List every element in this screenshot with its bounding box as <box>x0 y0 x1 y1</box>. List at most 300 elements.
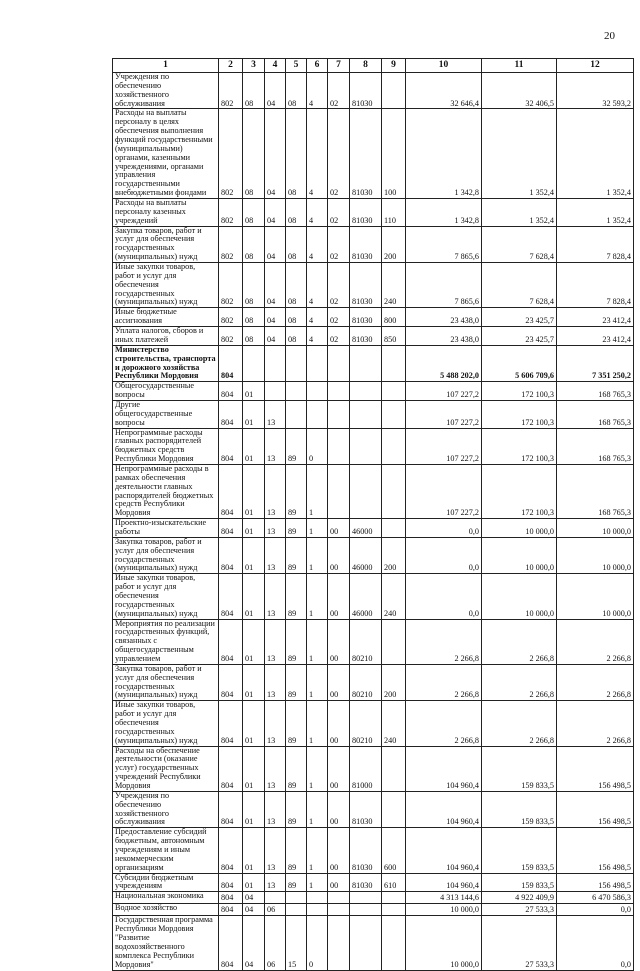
row-type-code: 800 <box>382 308 406 327</box>
row-expense-code: 81000 <box>350 746 382 791</box>
row-subsection: 04 <box>265 199 286 227</box>
row-amount-2020: 10 000,0 <box>482 537 557 573</box>
row-program: 08 <box>286 308 307 327</box>
table-row <box>113 428 634 464</box>
row-expense-code: 81030 <box>350 828 382 873</box>
row-subsection <box>265 345 286 381</box>
row-ministry-code: 804 <box>219 664 243 700</box>
row-amount-2019: 104 960,4 <box>406 746 482 791</box>
row-type-code <box>382 345 406 381</box>
row-amount-2020: 10 000,0 <box>482 574 557 619</box>
row-program: 89 <box>286 619 307 664</box>
row-section: 01 <box>243 382 265 401</box>
row-direction <box>328 428 350 464</box>
row-section: 01 <box>243 619 265 664</box>
row-subprogram: 4 <box>307 109 328 199</box>
row-expense-code: 80210 <box>350 664 382 700</box>
row-expense-code: 81030 <box>350 327 382 346</box>
row-amount-2020: 23 425,7 <box>482 327 557 346</box>
row-type-code: 200 <box>382 664 406 700</box>
row-section: 01 <box>243 664 265 700</box>
row-program: 89 <box>286 537 307 573</box>
row-ministry-code: 804 <box>219 428 243 464</box>
table-row <box>113 791 634 827</box>
table-row <box>113 199 634 227</box>
row-program: 89 <box>286 664 307 700</box>
row-type-code: 600 <box>382 828 406 873</box>
row-program: 89 <box>286 828 307 873</box>
row-expense-code: 81030 <box>350 308 382 327</box>
row-type-code <box>382 791 406 827</box>
row-subprogram <box>307 892 328 904</box>
table-row <box>113 873 634 892</box>
row-name: Проектно-изыскательские работы <box>113 519 219 538</box>
row-expense-code: 81030 <box>350 263 382 308</box>
row-expense-code <box>350 345 382 381</box>
row-amount-2019: 104 960,4 <box>406 873 482 892</box>
row-ministry-code: 804 <box>219 382 243 401</box>
row-type-code: 240 <box>382 701 406 746</box>
row-section: 04 <box>243 904 265 916</box>
row-expense-code: 81030 <box>350 873 382 892</box>
row-subsection: 06 <box>265 904 286 916</box>
row-ministry-code: 802 <box>219 263 243 308</box>
row-expense-code: 46000 <box>350 574 382 619</box>
row-program: 08 <box>286 199 307 227</box>
row-program <box>286 345 307 381</box>
table-row <box>113 619 634 664</box>
row-direction <box>328 382 350 401</box>
row-amount-2019: 23 438,0 <box>406 327 482 346</box>
row-amount-2019: 5 488 202,0 <box>406 345 482 381</box>
row-expense-code <box>350 464 382 518</box>
row-name: Субсидии бюджетным учреждениям <box>113 873 219 892</box>
row-amount-2021: 156 498,5 <box>557 746 634 791</box>
row-expense-code: 81030 <box>350 226 382 262</box>
row-direction <box>328 892 350 904</box>
row-expense-code: 46000 <box>350 537 382 573</box>
row-subprogram: 1 <box>307 519 328 538</box>
row-amount-2021: 0,0 <box>557 904 634 916</box>
row-amount-2019: 1 342,8 <box>406 109 482 199</box>
row-amount-2020: 159 833,5 <box>482 791 557 827</box>
row-section: 01 <box>243 873 265 892</box>
row-amount-2019: 10 000,0 <box>406 904 482 916</box>
row-subsection: 13 <box>265 701 286 746</box>
row-ministry-code: 802 <box>219 308 243 327</box>
row-amount-2020: 2 266,8 <box>482 619 557 664</box>
row-direction: 02 <box>328 109 350 199</box>
row-subsection: 13 <box>265 464 286 518</box>
row-expense-code: 81030 <box>350 109 382 199</box>
row-amount-2019: 107 227,2 <box>406 464 482 518</box>
header-row <box>113 59 634 73</box>
row-direction: 00 <box>328 701 350 746</box>
row-amount-2021: 23 412,4 <box>557 327 634 346</box>
row-type-code <box>382 73 406 109</box>
row-name: Общегосударственные вопросы <box>113 382 219 401</box>
row-amount-2021: 156 498,5 <box>557 791 634 827</box>
row-amount-2019: 10 000,0 <box>406 916 482 970</box>
row-name: Расходы на выплаты персоналу в целях обеспечения выполнения функций государственными (муниципальными) органами, казенными учреждениями, органами управления государственными внебюджетными фондами <box>113 109 219 199</box>
row-subsection: 04 <box>265 308 286 327</box>
row-ministry-code: 804 <box>219 791 243 827</box>
row-subprogram: 1 <box>307 664 328 700</box>
row-program: 89 <box>286 791 307 827</box>
row-subsection: 04 <box>265 263 286 308</box>
row-subsection: 13 <box>265 791 286 827</box>
row-section: 01 <box>243 574 265 619</box>
row-amount-2020: 7 628,4 <box>482 263 557 308</box>
row-amount-2019: 2 266,8 <box>406 701 482 746</box>
row-subsection: 04 <box>265 109 286 199</box>
row-amount-2019: 107 227,2 <box>406 428 482 464</box>
row-program <box>286 904 307 916</box>
row-direction: 00 <box>328 519 350 538</box>
row-expense-code: 81030 <box>350 199 382 227</box>
row-subprogram: 4 <box>307 263 328 308</box>
row-program: 89 <box>286 464 307 518</box>
row-type-code: 240 <box>382 574 406 619</box>
row-amount-2021: 168 765,3 <box>557 464 634 518</box>
row-amount-2020: 2 266,8 <box>482 701 557 746</box>
row-subsection: 13 <box>265 537 286 573</box>
row-type-code <box>382 464 406 518</box>
row-amount-2021: 2 266,8 <box>557 619 634 664</box>
row-amount-2021: 10 000,0 <box>557 574 634 619</box>
row-section: 08 <box>243 73 265 109</box>
row-amount-2021: 168 765,3 <box>557 400 634 428</box>
row-amount-2020: 159 833,5 <box>482 828 557 873</box>
row-direction: 00 <box>328 873 350 892</box>
row-section: 01 <box>243 828 265 873</box>
row-amount-2021: 7 828,4 <box>557 263 634 308</box>
row-expense-code <box>350 428 382 464</box>
row-amount-2019: 0,0 <box>406 574 482 619</box>
column-header: 7 <box>328 59 350 73</box>
row-section: 08 <box>243 199 265 227</box>
row-name: Мероприятия по реализации государственных функций, связанных с общегосударственным управлением <box>113 619 219 664</box>
row-type-code <box>382 400 406 428</box>
table-body <box>113 73 634 971</box>
row-direction: 00 <box>328 746 350 791</box>
row-subprogram: 1 <box>307 574 328 619</box>
row-section: 08 <box>243 327 265 346</box>
column-header: 6 <box>307 59 328 73</box>
row-amount-2021: 2 266,8 <box>557 701 634 746</box>
row-expense-code <box>350 382 382 401</box>
row-amount-2020: 172 100,3 <box>482 382 557 401</box>
row-subprogram <box>307 345 328 381</box>
row-section: 08 <box>243 109 265 199</box>
row-section: 01 <box>243 519 265 538</box>
table-row <box>113 464 634 518</box>
row-subsection <box>265 382 286 401</box>
row-program <box>286 400 307 428</box>
column-header: 8 <box>350 59 382 73</box>
table-row <box>113 892 634 904</box>
row-amount-2020: 1 352,4 <box>482 109 557 199</box>
row-section: 08 <box>243 308 265 327</box>
row-amount-2019: 1 342,8 <box>406 199 482 227</box>
row-ministry-code: 804 <box>219 746 243 791</box>
row-ministry-code: 804 <box>219 873 243 892</box>
row-direction <box>328 345 350 381</box>
row-subsection: 13 <box>265 619 286 664</box>
row-section: 01 <box>243 791 265 827</box>
row-name: Государственная программа Республики Мордовия "Развитие водохозяйственного комплекса Республики Мордовия" <box>113 916 219 970</box>
table-row <box>113 828 634 873</box>
row-program: 08 <box>286 73 307 109</box>
row-expense-code <box>350 916 382 970</box>
row-section: 01 <box>243 746 265 791</box>
row-section <box>243 345 265 381</box>
row-expense-code <box>350 892 382 904</box>
row-expense-code <box>350 904 382 916</box>
row-amount-2021: 0,0 <box>557 916 634 970</box>
row-direction: 02 <box>328 226 350 262</box>
row-type-code <box>382 619 406 664</box>
row-amount-2021: 10 000,0 <box>557 519 634 538</box>
row-ministry-code: 804 <box>219 916 243 970</box>
table-row <box>113 904 634 916</box>
row-type-code <box>382 519 406 538</box>
row-ministry-code: 802 <box>219 73 243 109</box>
row-expense-code: 80210 <box>350 701 382 746</box>
row-subprogram: 1 <box>307 537 328 573</box>
row-subprogram: 4 <box>307 199 328 227</box>
row-section: 04 <box>243 916 265 970</box>
row-name: Иные закупки товаров, работ и услуг для обеспечения государственных (муниципальных) нужд <box>113 263 219 308</box>
row-ministry-code: 804 <box>219 345 243 381</box>
row-amount-2021: 7 351 250,2 <box>557 345 634 381</box>
row-subsection: 13 <box>265 664 286 700</box>
table-row <box>113 73 634 109</box>
row-subprogram <box>307 400 328 428</box>
row-amount-2020: 159 833,5 <box>482 873 557 892</box>
row-section: 01 <box>243 464 265 518</box>
row-type-code: 200 <box>382 226 406 262</box>
row-name: Другие общегосударственные вопросы <box>113 400 219 428</box>
row-direction: 00 <box>328 791 350 827</box>
row-program: 89 <box>286 873 307 892</box>
row-amount-2019: 4 313 144,6 <box>406 892 482 904</box>
table-row <box>113 382 634 401</box>
row-subprogram <box>307 382 328 401</box>
row-subsection: 13 <box>265 746 286 791</box>
row-ministry-code: 802 <box>219 109 243 199</box>
row-amount-2020: 5 606 709,6 <box>482 345 557 381</box>
row-amount-2020: 10 000,0 <box>482 519 557 538</box>
row-amount-2019: 2 266,8 <box>406 619 482 664</box>
row-section: 08 <box>243 226 265 262</box>
row-name: Предоставление субсидий бюджетным, автономным учреждениям и иным некоммерческим организациям <box>113 828 219 873</box>
row-program: 89 <box>286 519 307 538</box>
row-subsection: 04 <box>265 226 286 262</box>
row-type-code <box>382 892 406 904</box>
row-subprogram: 4 <box>307 226 328 262</box>
row-program: 89 <box>286 746 307 791</box>
row-ministry-code: 804 <box>219 574 243 619</box>
row-direction: 02 <box>328 308 350 327</box>
row-amount-2019: 104 960,4 <box>406 828 482 873</box>
row-name: Учреждения по обеспечению хозяйственного обслуживания <box>113 791 219 827</box>
row-amount-2020: 7 628,4 <box>482 226 557 262</box>
row-expense-code: 81030 <box>350 791 382 827</box>
row-amount-2021: 168 765,3 <box>557 428 634 464</box>
row-direction <box>328 916 350 970</box>
row-name: Закупка товаров, работ и услуг для обеспечения государственных (муниципальных) нужд <box>113 226 219 262</box>
row-amount-2019: 23 438,0 <box>406 308 482 327</box>
row-type-code: 100 <box>382 109 406 199</box>
row-name: Расходы на выплаты персоналу казенных учреждений <box>113 199 219 227</box>
table-row <box>113 574 634 619</box>
column-header: 2 <box>219 59 243 73</box>
row-type-code <box>382 904 406 916</box>
row-direction: 02 <box>328 199 350 227</box>
row-ministry-code: 804 <box>219 701 243 746</box>
row-amount-2021: 32 593,2 <box>557 73 634 109</box>
row-amount-2020: 172 100,3 <box>482 428 557 464</box>
row-expense-code <box>350 400 382 428</box>
row-type-code: 200 <box>382 537 406 573</box>
table-row <box>113 746 634 791</box>
column-header: 10 <box>406 59 482 73</box>
row-program: 89 <box>286 701 307 746</box>
row-amount-2021: 10 000,0 <box>557 537 634 573</box>
row-name: Непрограммные расходы в рамках обеспечения деятельности главных распорядителей бюджетных средств Республики Мордовия <box>113 464 219 518</box>
row-ministry-code: 804 <box>219 519 243 538</box>
row-amount-2020: 27 533,3 <box>482 904 557 916</box>
row-name: Учреждения по обеспечению хозяйственного обслуживания <box>113 73 219 109</box>
table-row <box>113 701 634 746</box>
row-section: 01 <box>243 428 265 464</box>
row-direction: 00 <box>328 664 350 700</box>
table-row <box>113 345 634 381</box>
row-amount-2020: 27 533,3 <box>482 916 557 970</box>
row-program: 89 <box>286 574 307 619</box>
row-name: Закупка товаров, работ и услуг для обеспечения государственных (муниципальных) нужд <box>113 664 219 700</box>
table-row <box>113 308 634 327</box>
row-ministry-code: 804 <box>219 464 243 518</box>
table-row <box>113 400 634 428</box>
row-name: Иные закупки товаров, работ и услуг для обеспечения государственных (муниципальных) нужд <box>113 574 219 619</box>
row-amount-2021: 156 498,5 <box>557 873 634 892</box>
row-type-code <box>382 382 406 401</box>
row-amount-2021: 1 352,4 <box>557 199 634 227</box>
column-header: 9 <box>382 59 406 73</box>
row-subsection <box>265 892 286 904</box>
row-amount-2019: 7 865,6 <box>406 226 482 262</box>
row-amount-2021: 7 828,4 <box>557 226 634 262</box>
row-subprogram: 4 <box>307 73 328 109</box>
row-amount-2020: 1 352,4 <box>482 199 557 227</box>
row-name: Иные бюджетные ассигнования <box>113 308 219 327</box>
row-subprogram: 1 <box>307 873 328 892</box>
row-program <box>286 892 307 904</box>
budget-table <box>112 58 634 971</box>
row-type-code: 850 <box>382 327 406 346</box>
row-amount-2019: 7 865,6 <box>406 263 482 308</box>
row-subprogram: 0 <box>307 916 328 970</box>
row-amount-2020: 32 406,5 <box>482 73 557 109</box>
row-program: 08 <box>286 226 307 262</box>
row-amount-2021: 6 470 586,3 <box>557 892 634 904</box>
row-subsection: 13 <box>265 400 286 428</box>
row-ministry-code: 804 <box>219 619 243 664</box>
row-program: 15 <box>286 916 307 970</box>
row-subsection: 13 <box>265 574 286 619</box>
row-direction <box>328 400 350 428</box>
row-subprogram: 1 <box>307 791 328 827</box>
row-subprogram: 4 <box>307 308 328 327</box>
row-amount-2019: 2 266,8 <box>406 664 482 700</box>
row-name: Уплата налогов, сборов и иных платежей <box>113 327 219 346</box>
row-program: 08 <box>286 109 307 199</box>
row-type-code <box>382 916 406 970</box>
table-row <box>113 537 634 573</box>
row-subsection: 04 <box>265 327 286 346</box>
row-subsection: 13 <box>265 519 286 538</box>
row-amount-2019: 107 227,2 <box>406 400 482 428</box>
row-name: Водное хозяйство <box>113 904 219 916</box>
column-header: 11 <box>482 59 557 73</box>
row-amount-2021: 156 498,5 <box>557 828 634 873</box>
row-expense-code: 46000 <box>350 519 382 538</box>
row-amount-2020: 4 922 409,9 <box>482 892 557 904</box>
row-amount-2020: 172 100,3 <box>482 400 557 428</box>
table-row <box>113 916 634 970</box>
row-program <box>286 382 307 401</box>
row-subprogram: 1 <box>307 746 328 791</box>
row-direction: 02 <box>328 263 350 308</box>
row-type-code <box>382 428 406 464</box>
row-ministry-code: 804 <box>219 828 243 873</box>
row-name: Закупка товаров, работ и услуг для обеспечения государственных (муниципальных) нужд <box>113 537 219 573</box>
row-name: Министерство строительства, транспорта и дорожного хозяйства Республики Мордовия <box>113 345 219 381</box>
column-header: 12 <box>557 59 634 73</box>
row-name: Иные закупки товаров, работ и услуг для обеспечения государственных (муниципальных) нужд <box>113 701 219 746</box>
row-subsection: 13 <box>265 828 286 873</box>
row-amount-2021: 1 352,4 <box>557 109 634 199</box>
row-amount-2019: 0,0 <box>406 537 482 573</box>
table-row <box>113 109 634 199</box>
table-row <box>113 519 634 538</box>
row-ministry-code: 802 <box>219 327 243 346</box>
row-amount-2020: 2 266,8 <box>482 664 557 700</box>
row-direction <box>328 464 350 518</box>
row-subprogram: 1 <box>307 828 328 873</box>
row-direction: 00 <box>328 619 350 664</box>
column-header: 1 <box>113 59 219 73</box>
row-program: 08 <box>286 327 307 346</box>
row-subsection: 04 <box>265 73 286 109</box>
row-subprogram: 1 <box>307 701 328 746</box>
row-amount-2020: 159 833,5 <box>482 746 557 791</box>
row-type-code: 610 <box>382 873 406 892</box>
column-header: 3 <box>243 59 265 73</box>
row-name: Непрограммные расходы главных распорядителей бюджетных средств Республики Мордовия <box>113 428 219 464</box>
row-direction: 00 <box>328 537 350 573</box>
row-section: 04 <box>243 892 265 904</box>
row-name: Национальная экономика <box>113 892 219 904</box>
row-expense-code: 80210 <box>350 619 382 664</box>
column-header: 4 <box>265 59 286 73</box>
row-amount-2019: 0,0 <box>406 519 482 538</box>
row-subprogram: 1 <box>307 619 328 664</box>
row-subsection: 06 <box>265 916 286 970</box>
row-subprogram <box>307 904 328 916</box>
